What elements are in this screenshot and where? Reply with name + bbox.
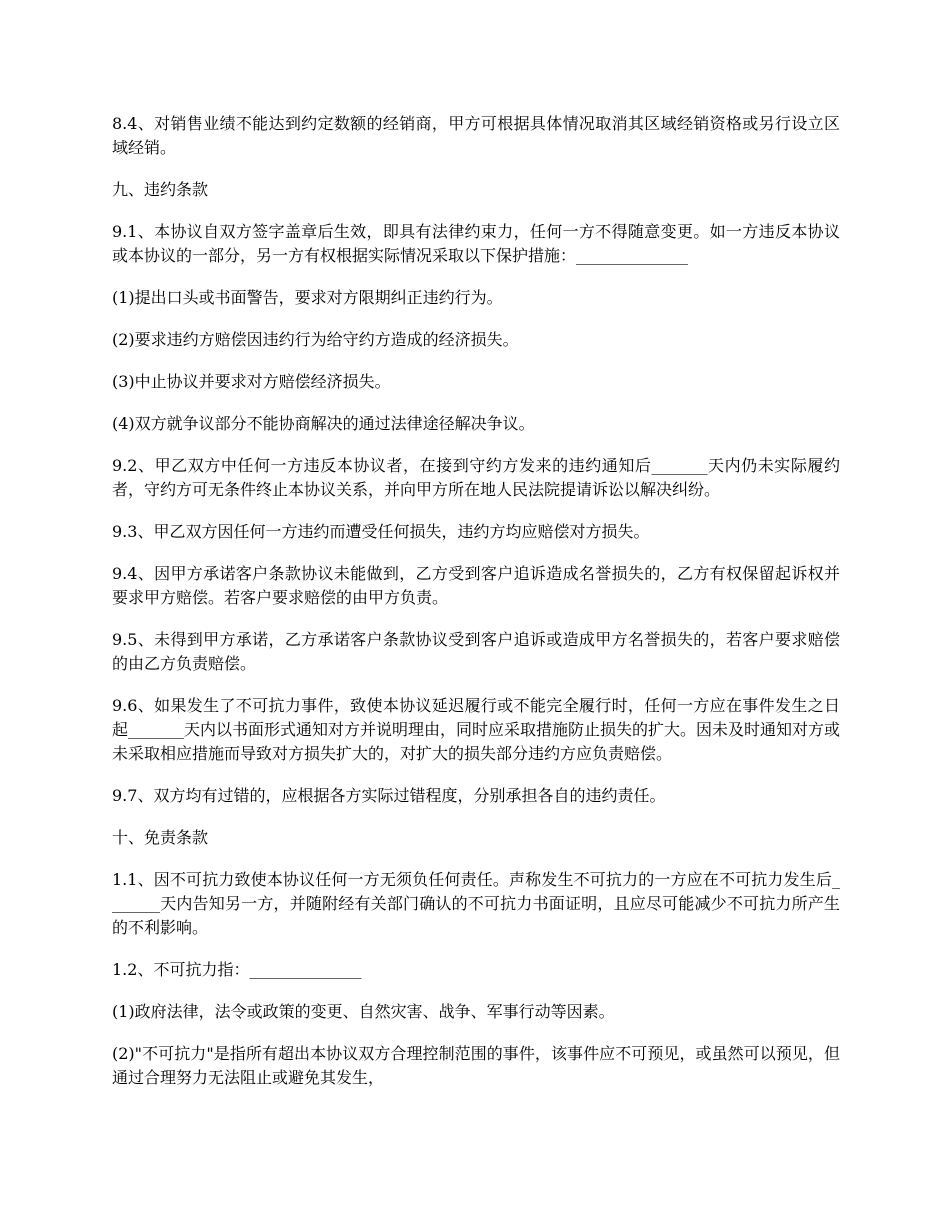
list-item-2: (2)要求违约方赔偿因违约行为给守约方造成的经济损失。	[112, 330, 519, 349]
list-item-1: (1)提出口头或书面警告，要求对方限期纠正违约行为。	[112, 288, 503, 307]
list-item-4: (4)双方就争议部分不能协商解决的通过法律途径解决争议。	[112, 414, 535, 433]
paragraph-9-5: 9.5、未得到甲方承诺，乙方承诺客户条款协议受到客户追诉或造成甲方名誉损失的，若客户要求赔偿的由乙方负责赔偿。	[112, 630, 840, 673]
paragraph-9-3: 9.3、甲乙双方因任何一方违约而遭受任何损失，违约方均应赔偿对方损失。	[112, 522, 650, 541]
paragraph-9-4: 9.4、因甲方承诺客户条款协议未能做到，乙方受到客户追诉造成名誉损失的，乙方有权保留起诉权并要求甲方赔偿。若客户要求赔偿的由甲方负责。	[112, 564, 840, 607]
paragraph-9-6: 9.6、如果发生了不可抗力事件，致使本协议延迟履行或不能完全履行时，任何一方应在事件发生之日起_______天内以书面形式通知对方并说明理由，同时应采取措施防止损失的扩大。因未及时通知对方或未采取相应措施而导致对方损失扩大的，对扩大的损失部分违约方应负责赔偿。	[112, 696, 841, 763]
paragraph-9-1: 9.1、本协议自双方签字盖章后生效，即具有法律约束力，任何一方不得随意变更。如一方违反本协议或本协议的一部分，另一方有权根据实际情况采取以下保护措施：______________	[112, 222, 840, 265]
paragraph-9-7: 9.7、双方均有过错的，应根据各方实际过错程度，分别承担各自的违约责任。	[112, 786, 666, 805]
paragraph-9-2: 9.2、甲乙双方中任何一方违反本协议者，在接到守约方发来的违约通知后_______天内仍未实际履约者，守约方可无条件终止本协议关系，并向甲方所在地人民法院提请诉讼以解决纠纷。	[112, 456, 840, 499]
document-body	[112, 112, 840, 1108]
section-heading-breach: 九、违约条款	[112, 180, 209, 199]
paragraph-1-2: 1.2、不可抗力指：______________	[112, 960, 362, 979]
force-majeure-item-1: (1)政府法律，法令或政策的变更、自然灾害、战争、军事行动等因素。	[112, 1002, 615, 1021]
paragraph-1-1: 1.1、因不可抗力致使本协议任何一方无须负任何责任。声称发生不可抗力的一方应在不可抗力发生后_______天内告知另一方，并随附经有关部门确认的不可抗力书面证明，且应尽可能减少不可抗力所产生的不利影响。	[112, 870, 840, 937]
list-item-3: (3)中止协议并要求对方赔偿经济损失。	[112, 372, 391, 391]
force-majeure-item-2: (2)"不可抗力"是指所有超出本协议双方合理控制范围的事件，该事件应不可预见，或虽然可以预见，但通过合理努力无法阻止或避免其发生，	[112, 1044, 840, 1087]
paragraph-8-4: 8.4、对销售业绩不能达到约定数额的经销商，甲方可根据具体情况取消其区域经销资格或另行设立区域经销。	[112, 114, 840, 157]
section-heading-exemption: 十、免责条款	[112, 828, 209, 847]
